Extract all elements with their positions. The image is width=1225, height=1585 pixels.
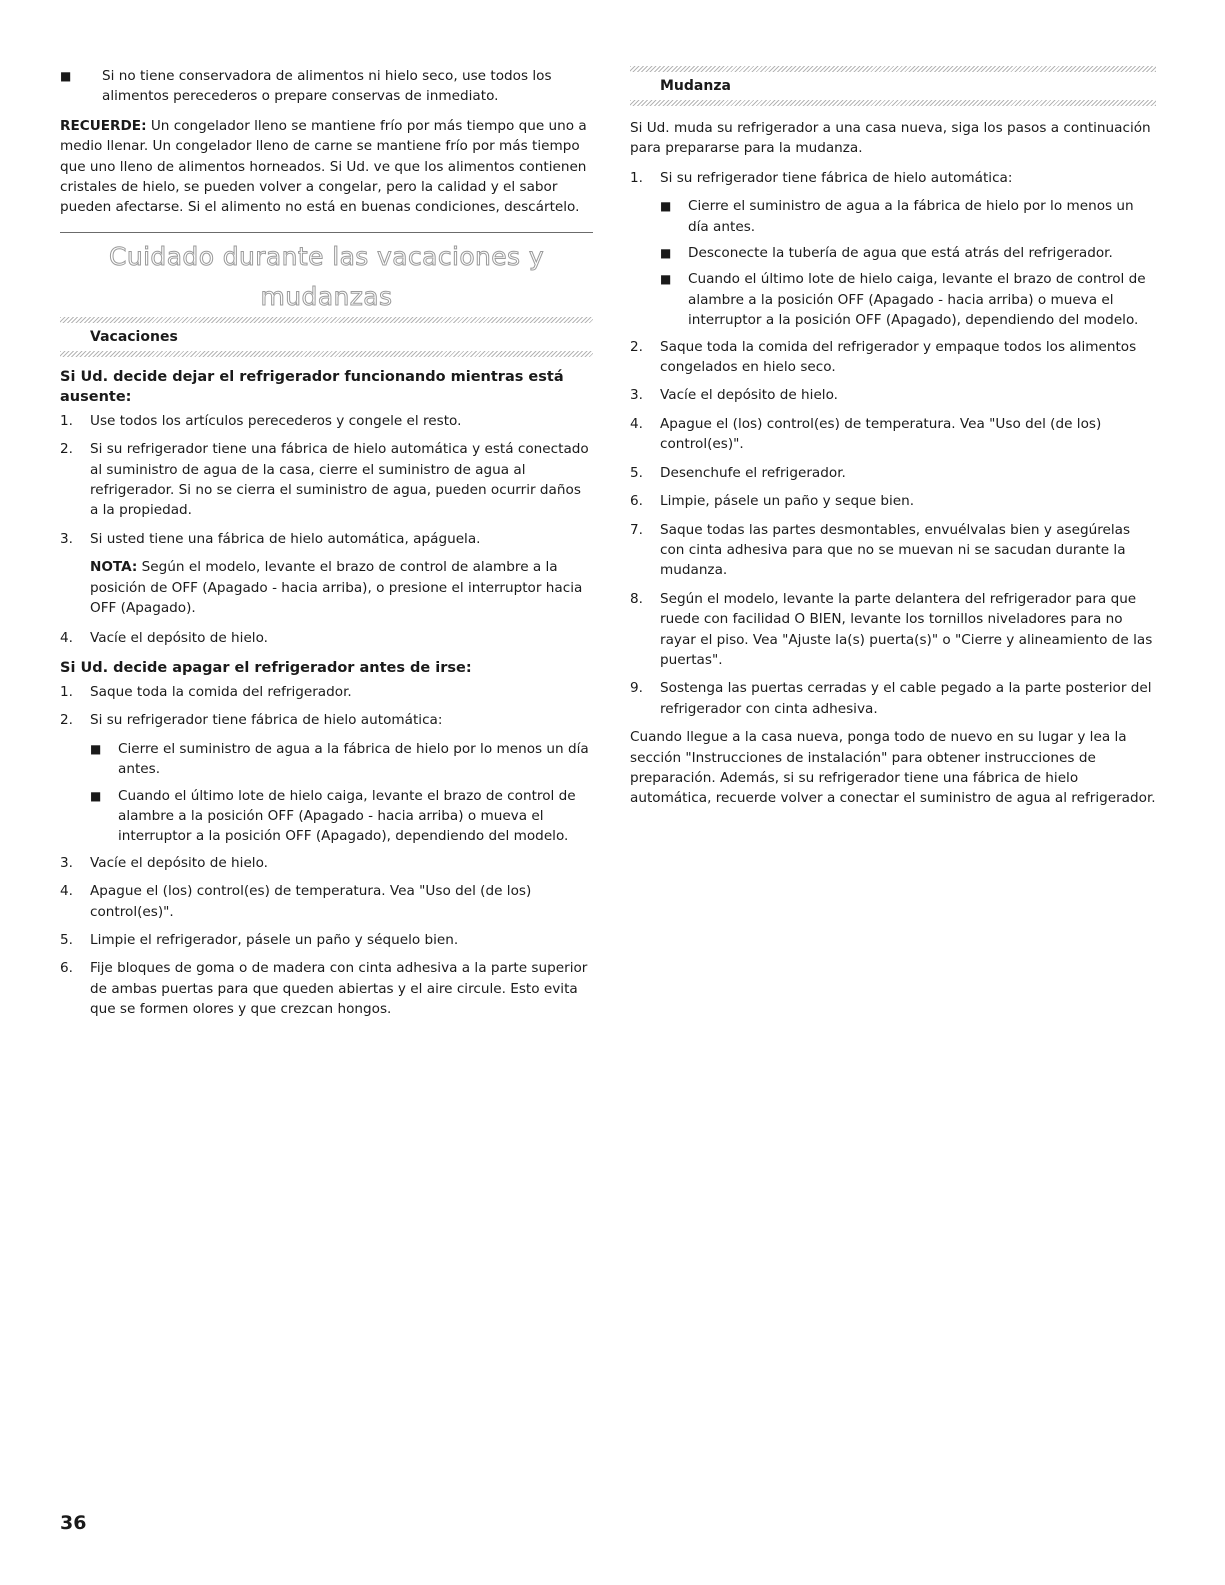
sub-bullet-list [90,739,593,847]
bullet-item [660,243,1156,263]
list-item [60,411,593,431]
right-column [630,66,1156,818]
sub-bullet-list [660,196,1156,330]
list-text: Limpie el refrigerador, pásele un paño y séquelo bien. [90,931,459,948]
list-number: 3. [60,854,73,871]
list-item [60,958,593,1019]
list-number: 5. [60,931,73,948]
list-item [630,385,1156,405]
list-item [630,337,1156,378]
list-number: 7. [630,521,643,538]
bullet-text: Desconecte la tubería de agua que está atrás del refrigerador. [688,245,1113,262]
hatch-divider [60,351,593,357]
list-text: Si usted tiene una fábrica de hielo automática, apáguela. [90,530,481,547]
list-text: Apague el (los) control(es) de temperatura. Vea "Uso del (de los) control(es)". [90,883,532,920]
list-number: 3. [630,387,643,404]
page-number: 36 [60,1512,87,1534]
square-bullet-icon [660,196,688,237]
list-number: 8. [630,590,643,607]
list-number: 2. [630,338,643,355]
list-text: Si su refrigerador tiene una fábrica de hielo automática y está conectado al suministro de agua de la casa, cierre el suministro de agua al refrigerador. Si no se cierra el suministro de agua, pueden ocurrir daños a la propiedad. [90,441,589,519]
list-item [630,520,1156,581]
list-number: 2. [60,441,73,458]
bullet-item [90,739,593,780]
list-text: Limpie, pásele un paño y seque bien. [660,493,915,510]
list-number: 4. [630,415,643,432]
list-item [60,628,593,648]
list-number: 6. [60,960,73,977]
list-text: Según el modelo, levante la parte delantera del refrigerador para que ruede con facilidad O BIEN, levante los tornillos niveladores para no rayar el piso. Vea "Ajuste la(s) puerta(s)" o "Cierre y alineamiento de las puertas". [660,590,1153,668]
list-number: 9. [630,680,643,697]
note-label: NOTA: [90,559,138,576]
list-item [60,439,593,521]
list-number: 5. [630,464,643,481]
bullet-item [60,66,593,107]
bullet-item [660,196,1156,237]
list-item [60,710,593,730]
closing-paragraph: Cuando llegue a la casa nueva, ponga todo de nuevo en su lugar y lea la sección "Instrucciones de instalación" para obtener instrucciones de preparación. Además, si su refrigerador tiene una fábrica de hielo automática, recuerde volver a conectar el suministro de agua al refrigerador. [630,729,1156,807]
square-bullet-icon [60,66,102,107]
list-text: Vacíe el depósito de hielo. [90,854,268,871]
list-item [630,463,1156,483]
left-column [60,66,593,1028]
note-text: Según el modelo, levante el brazo de control de alambre a la posición de OFF (Apagado - hacia arriba), o presione el interruptor hacia OFF (Apagado). [90,559,583,617]
list-number: 2. [60,712,73,729]
list-number: 4. [60,629,73,646]
list-text: Use todos los artículos perecederos y congele el resto. [90,412,462,429]
subheading-vacaciones: Vacaciones [90,328,178,345]
list-item [630,678,1156,719]
bullet-item [660,269,1156,330]
bullet-item [90,786,593,847]
hatch-divider [630,100,1156,106]
list-text: Saque toda la comida del refrigerador y empaque todos los alimentos congelados en hielo seco. [660,338,1137,376]
list-text: Si su refrigerador tiene fábrica de hielo automática: [90,712,443,729]
heading-apagar: Si Ud. decide apagar el refrigerador antes de irse: [60,659,472,676]
list-number: 3. [60,530,73,547]
list-item [60,529,593,549]
bullet-text: Cuando el último lote de hielo caiga, levante el brazo de control de alambre a la posición OFF (Apagado - hacia arriba) o mueva el interruptor a la posición OFF (Apagado), dependiendo del modelo. [118,787,576,845]
section-title: Cuidado durante las vacaciones y mudanzas [108,241,545,311]
list-text: Apague el (los) control(es) de temperatura. Vea "Uso del (de los) control(es)". [660,415,1102,453]
bullet-text: Cierre el suministro de agua a la fábrica de hielo por lo menos un día antes. [688,198,1134,235]
list-item [630,168,1156,188]
square-bullet-icon [90,786,118,847]
square-bullet-icon [660,269,688,330]
intro-paragraph: Si Ud. muda su refrigerador a una casa nueva, siga los pasos a continuación para prepararse para la mudanza. [630,120,1151,157]
list-text: Sostenga las puertas cerradas y el cable pegado a la parte posterior del refrigerador con cinta adhesiva. [660,680,1152,717]
list-number: 1. [60,683,73,700]
list-item [630,491,1156,511]
bullet-text: Cierre el suministro de agua a la fábrica de hielo por lo menos un día antes. [118,740,589,778]
list-number: 1. [60,412,73,429]
list-text: Fije bloques de goma o de madera con cinta adhesiva a la parte superior de ambas puertas para que queden abiertas y el aire circule. Esto evita que se formen olores y que crezcan hongos. [90,960,588,1018]
heading-dejar-funcionando: Si Ud. decide dejar el refrigerador funcionando mientras está ausente: [60,368,564,405]
list-number: 1. [630,169,643,186]
list-item [60,930,593,950]
list-item [60,853,593,873]
list-item [630,414,1156,455]
list-text: Saque toda la comida del refrigerador. [90,683,352,700]
list-item [60,682,593,702]
note-paragraph [90,557,593,618]
square-bullet-icon [660,243,688,263]
bullet-text: Cuando el último lote de hielo caiga, levante el brazo de control de alambre a la posición OFF (Apagado - hacia arriba) o mueva el interruptor a la posición OFF (Apagado), dependiendo del modelo. [688,271,1146,329]
list-text: Vacíe el depósito de hielo. [90,629,268,646]
list-item [630,589,1156,671]
list-text: Desenchufe el refrigerador. [660,464,846,481]
remember-paragraph [60,116,593,218]
bullet-text: Si no tiene conservadora de alimentos ni hielo seco, use todos los alimentos perecederos o prepare conservas de inmediato. [102,68,552,105]
remember-label: RECUERDE: [60,117,147,134]
subheading-mudanza: Mudanza [660,78,731,94]
list-text: Vacíe el depósito de hielo. [660,387,838,404]
list-number: 6. [630,493,643,510]
section-rule [60,232,593,233]
list-text: Si su refrigerador tiene fábrica de hielo automática: [660,169,1013,186]
list-number: 4. [60,883,73,900]
list-text: Saque todas las partes desmontables, envuélvalas bien y asegúrelas con cinta adhesiva para que no se muevan ni se sacudan durante la mudanza. [660,521,1131,579]
square-bullet-icon [90,739,118,780]
remember-text: Un congelador lleno se mantiene frío por más tiempo que uno a medio llenar. Un congelador lleno de carne se mantiene frío por más tiempo que uno lleno de alimentos horneados. Si Ud. ve que los alimentos contienen cristales de hielo, se pueden volver a congelar, pero la calidad y el sabor pueden afectarse. Si el alimento no está en buenas condiciones, descártelo. [60,117,587,216]
list-item [60,881,593,922]
